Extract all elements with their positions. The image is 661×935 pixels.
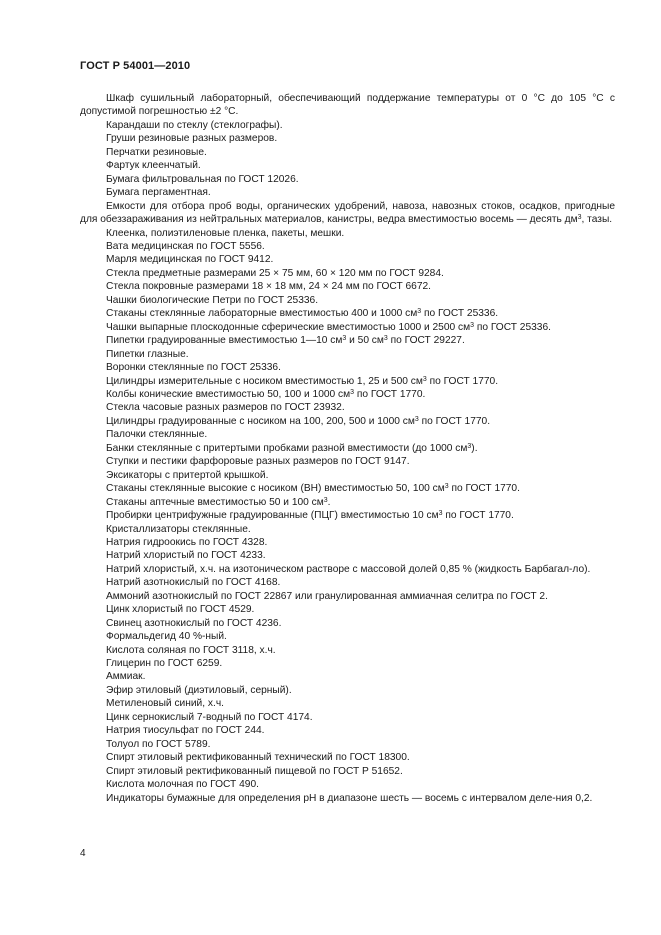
list-item: Фартук клеенчатый. xyxy=(106,160,201,172)
list-item: Клеенка, полиэтиленовые пленка, пакеты, мешки. xyxy=(106,227,345,239)
list-item: Кислота соляная по ГОСТ 3118, х.ч. xyxy=(106,644,276,656)
list-item: Натрий азотнокислый по ГОСТ 4168. xyxy=(106,577,281,589)
list-item: Чашки биологические Петри по ГОСТ 25336. xyxy=(106,294,319,306)
list-item: Натрий хлористый по ГОСТ 4233. xyxy=(106,550,266,562)
list-item: Шкаф сушильный лабораторный, обеспечивающий поддержание температуры от 0 °С до 105 °С с допустимой погрешностью ±2 °С. xyxy=(80,93,615,118)
list-item: Формальдегид 40 %-ный. xyxy=(106,631,227,643)
list-item: Груши резиновые разных размеров. xyxy=(106,133,278,145)
equipment-list xyxy=(80,92,615,805)
list-item: Индикаторы бумажные для определения рН в диапазоне шесть — восемь с интервалом деле-ния 0,2. xyxy=(106,792,593,804)
list-item: Чашки выпарные плоскодонные сферические вместимостью 1000 и 2500 $см^3$ по ГОСТ 25336. xyxy=(106,321,551,333)
list-item: Цинк сернокислый 7-водный по ГОСТ 4174. xyxy=(106,711,313,723)
list-item: Бумага фильтровальная по ГОСТ 12026. xyxy=(106,173,299,185)
list-item: Бумага пергаментная. xyxy=(106,187,211,199)
list-item: Спирт этиловый ректификованный пищевой по ГОСТ Р 51652. xyxy=(106,765,403,777)
list-item: Толуол по ГОСТ 5789. xyxy=(106,738,211,750)
list-item: Аммиак. xyxy=(106,671,146,683)
list-item: Натрия тиосульфат по ГОСТ 244. xyxy=(106,725,265,737)
list-item: Стаканы стеклянные высокие с носиком (ВН) вместимостью 50, 100 $см^3$ по ГОСТ 1770. xyxy=(106,483,520,495)
list-item: Пипетки градуированные вместимостью 1—10 $см^3$ и 50 $см^3$ по ГОСТ 29227. xyxy=(106,335,465,347)
list-item: Натрия гидроокись по ГОСТ 4328. xyxy=(106,536,268,548)
list-item: Банки стеклянные с притертыми пробками разной вместимости (до 1000 $см^3$). xyxy=(106,442,478,454)
list-item: Натрий хлористый, х.ч. на изотоническом растворе с массовой долей 0,85 % (жидкость Барбагал-ло). xyxy=(106,563,591,575)
list-item: Кристаллизаторы стеклянные. xyxy=(106,523,251,535)
list-item: Перчатки резиновые. xyxy=(106,146,207,158)
list-item: Марля медицинская по ГОСТ 9412. xyxy=(106,254,274,266)
list-item: Емкости для отбора проб воды, органических удобрений, навоза, навозных стоков, осадков, пригодные для обеззараживания из нейтральных материалов, канистры, ведра вместимостью восемь — десять $дм^3$, тазы. xyxy=(80,200,615,226)
list-item: Метиленовый синий, х.ч. xyxy=(106,698,224,710)
list-item: Цилиндры измерительные с носиком вместимостью 1, 25 и 500 $см^3$ по ГОСТ 1770. xyxy=(106,375,499,387)
page-number: 4 xyxy=(80,848,86,859)
list-item: Палочки стеклянные. xyxy=(106,429,208,441)
list-item: Эфир этиловый (диэтиловый, серный). xyxy=(106,684,292,696)
list-item: Эксикаторы с притертой крышкой. xyxy=(106,469,269,481)
list-item: Карандаши по стеклу (стеклографы). xyxy=(106,119,283,131)
list-item: Аммоний азотнокислый по ГОСТ 22867 или гранулированная аммиачная селитра по ГОСТ 2. xyxy=(106,590,548,602)
list-item: Колбы конические вместимостью 50, 100 и 1000 $см^3$ по ГОСТ 1770. xyxy=(106,388,426,400)
list-item: Стаканы стеклянные лабораторные вместимостью 400 и 1000 $см^3$ по ГОСТ 25336. xyxy=(106,308,499,320)
list-item: Стекла часовые разных размеров по ГОСТ 23932. xyxy=(106,402,345,414)
list-item: Стаканы аптечные вместимостью 50 и 100 $см^3$. xyxy=(106,496,331,508)
list-item: Цинк хлористый по ГОСТ 4529. xyxy=(106,604,255,616)
list-item: Спирт этиловый ректификованный технический по ГОСТ 18300. xyxy=(106,752,410,764)
list-item: Стекла предметные размерами 25 × 75 мм, 60 × 120 мм по ГОСТ 9284. xyxy=(106,267,444,279)
list-item: Пипетки глазные. xyxy=(106,348,189,360)
list-item: Пробирки центрифужные градуированные (ПЦГ) вместимостью 10 $см^3$ по ГОСТ 1770. xyxy=(106,510,514,522)
list-item: Ступки и пестики фарфоровые разных размеров по ГОСТ 9147. xyxy=(106,456,410,468)
document-header: ГОСТ Р 54001—2010 xyxy=(80,60,191,72)
list-item: Кислота молочная по ГОСТ 490. xyxy=(106,779,259,791)
list-item: Воронки стеклянные по ГОСТ 25336. xyxy=(106,362,281,374)
list-item: Глицерин по ГОСТ 6259. xyxy=(106,658,223,670)
list-item: Вата медицинская по ГОСТ 5556. xyxy=(106,240,265,252)
list-item: Цилиндры градуированные с носиком на 100, 200, 500 и 1000 $см^3$ по ГОСТ 1770. xyxy=(106,415,491,427)
list-item: Стекла покровные размерами 18 × 18 мм, 24 × 24 мм по ГОСТ 6672. xyxy=(106,281,431,293)
list-item: Свинец азотнокислый по ГОСТ 4236. xyxy=(106,617,282,629)
